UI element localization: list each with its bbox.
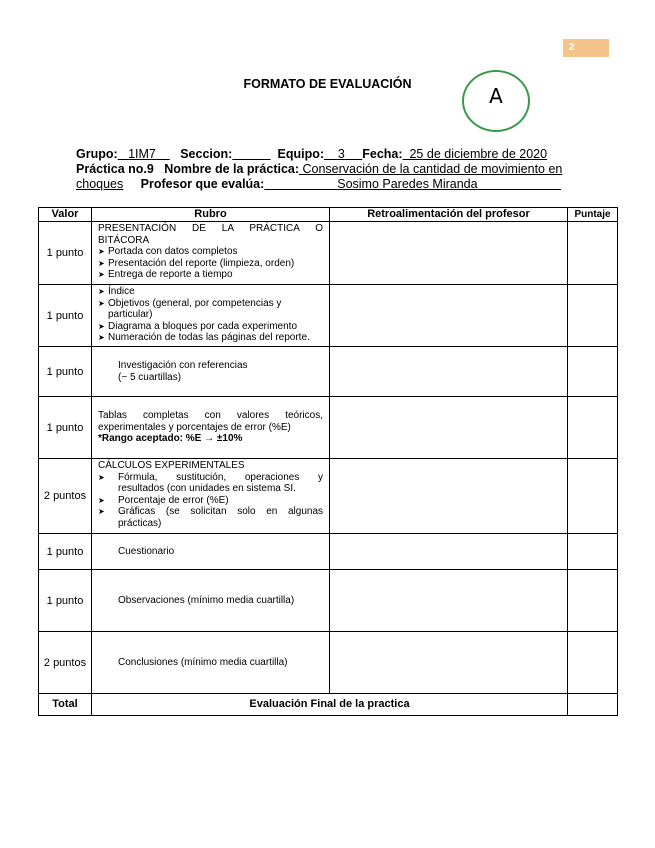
rubric-table <box>38 207 618 716</box>
table-header-row <box>39 208 618 222</box>
list-item: ➤ Índice <box>98 286 323 298</box>
rubro-range: *Rango aceptado: %E → ±10% <box>98 433 243 445</box>
nombre-value-continued: choques <box>76 177 124 191</box>
score-cell[interactable] <box>568 534 618 570</box>
table-row <box>39 347 618 397</box>
page-title: FORMATO DE EVALUACIÓN <box>243 77 412 91</box>
feedback-cell[interactable] <box>330 222 568 285</box>
equipo-value: 3 <box>337 147 345 161</box>
list-item: ➤ Objetivos (general, por competencias y particular) <box>98 298 323 321</box>
feedback-cell[interactable] <box>330 347 568 397</box>
rubro-cell <box>92 347 330 397</box>
feedback-cell[interactable] <box>330 397 568 459</box>
score-cell[interactable] <box>568 347 618 397</box>
seccion-label: Seccion: <box>180 147 233 161</box>
feedback-cell[interactable] <box>330 534 568 570</box>
table-row <box>39 632 618 694</box>
rubro-text: Cuestionario <box>118 545 175 557</box>
grupo-value: 1IM7 <box>128 147 156 161</box>
profesor-label: Profesor que evalúa: <box>140 177 265 191</box>
rubro-text: Investigación con referencias <box>118 360 248 371</box>
rubro-heading: PRESENTACIÓN DE LA PRÁCTICA O BITÁCORA <box>98 223 323 246</box>
fecha-label: Fecha: <box>362 147 403 161</box>
header-line-3 <box>76 177 586 192</box>
header-line-1 <box>76 147 586 162</box>
score-cell[interactable] <box>568 397 618 459</box>
equipo-label: Equipo: <box>277 147 324 161</box>
grupo-label: Grupo: <box>76 147 118 161</box>
feedback-cell[interactable] <box>330 285 568 347</box>
header-info <box>76 147 586 192</box>
total-score-cell[interactable] <box>568 694 618 716</box>
rubro-cell <box>92 397 330 459</box>
header-valor: Valor <box>39 208 92 222</box>
feedback-cell[interactable] <box>330 570 568 632</box>
rubro-cell <box>92 570 330 632</box>
profesor-value: Sosimo Paredes Miranda <box>337 177 478 191</box>
header-rubro: Rubro <box>92 208 330 222</box>
total-row <box>39 694 618 716</box>
nombre-value: Conservación de la cantidad de movimiento en <box>302 162 563 176</box>
rubro-text: (~ 5 cuartillas) <box>118 371 182 383</box>
rubro-text: Conclusiones (mínimo media cuartilla) <box>118 656 288 668</box>
rubro-cell <box>92 534 330 570</box>
header-line-2 <box>76 162 586 177</box>
fecha-value: 25 de diciembre de 2020 <box>409 147 548 161</box>
list-item: ➤ Numeración de todas las páginas del reporte. <box>98 332 323 344</box>
nombre-label: Nombre de la práctica: <box>164 162 300 176</box>
valor-cell: 1 punto <box>39 570 92 632</box>
list-item: ➤ Fórmula, sustitución, operaciones y resultados (con unidades en sistema SI. <box>98 472 323 495</box>
score-cell[interactable] <box>568 222 618 285</box>
valor-cell: 1 punto <box>39 534 92 570</box>
list-item: ➤ Gráficas (se solicitan solo en algunas prácticas) <box>98 506 323 529</box>
valor-cell: 1 punto <box>39 285 92 347</box>
valor-cell: 2 puntos <box>39 632 92 694</box>
list-item: ➤ Portada con datos completos <box>98 246 323 258</box>
rubro-text: Tablas completas con valores teóricos, experimentales y porcentajes de error (%E) <box>98 410 323 433</box>
valor-cell: 2 puntos <box>39 459 92 534</box>
rubro-list <box>98 472 323 530</box>
score-cell[interactable] <box>568 459 618 534</box>
table-row <box>39 459 618 534</box>
total-label: Total <box>39 694 92 716</box>
score-cell[interactable] <box>568 570 618 632</box>
table-row <box>39 285 618 347</box>
header-puntaje: Puntaje <box>568 208 618 222</box>
rubro-list <box>98 246 323 281</box>
rubro-text: Observaciones (mínimo media cuartilla) <box>118 594 295 606</box>
valor-cell: 1 punto <box>39 397 92 459</box>
grade-mark: A <box>489 84 503 108</box>
list-item: ➤ Diagrama a bloques por cada experimento <box>98 321 323 333</box>
practica-label: Práctica no.9 <box>76 162 154 176</box>
score-cell[interactable] <box>568 285 618 347</box>
score-cell[interactable] <box>568 632 618 694</box>
valor-cell: 1 punto <box>39 222 92 285</box>
feedback-cell[interactable] <box>330 632 568 694</box>
rubro-cell <box>92 632 330 694</box>
list-item: ➤ Porcentaje de error (%E) <box>98 495 323 507</box>
list-item: ➤ Presentación del reporte (limpieza, orden) <box>98 258 323 270</box>
valor-cell: 1 punto <box>39 347 92 397</box>
rubro-heading: CÁLCULOS EXPERIMENTALES <box>98 460 245 471</box>
seccion-value <box>232 147 270 161</box>
table-row <box>39 397 618 459</box>
rubro-cell <box>92 222 330 285</box>
rubro-cell <box>92 285 330 347</box>
final-evaluation-label: Evaluación Final de la practica <box>92 694 568 716</box>
table-row <box>39 570 618 632</box>
table-row <box>39 222 618 285</box>
grade-stamp <box>462 70 530 132</box>
header-retroalimentacion: Retroalimentación del profesor <box>330 208 568 222</box>
page-number-badge: 2 <box>563 39 609 57</box>
rubro-list <box>98 286 323 344</box>
table-row <box>39 534 618 570</box>
list-item: ➤ Entrega de reporte a tiempo <box>98 269 323 281</box>
feedback-cell[interactable] <box>330 459 568 534</box>
rubro-cell <box>92 459 330 534</box>
